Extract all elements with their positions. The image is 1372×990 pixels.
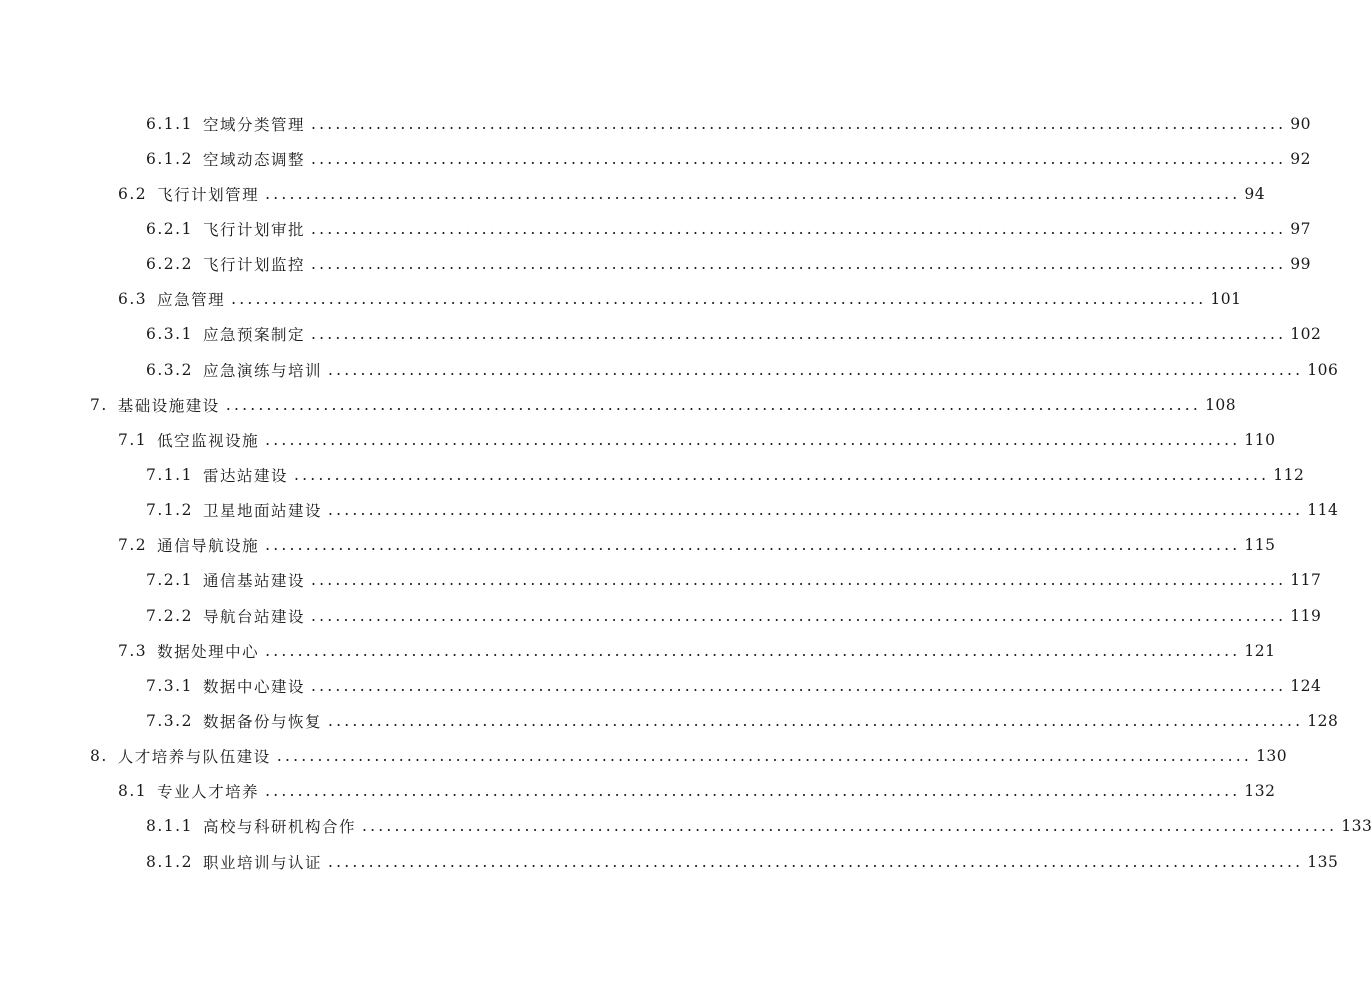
toc-dot-leader: ........................................................................................................................ [310, 325, 1287, 344]
toc-entry-number: 7.2 [118, 536, 148, 555]
toc-entry[interactable] [0, 598, 1322, 633]
toc-entry-page: 135 [1307, 852, 1339, 871]
toc-entry-number: 7.2.1 [146, 571, 193, 590]
toc-dot-leader: ........................................................................................................................ [327, 711, 1304, 730]
toc-entry-page: 90 [1290, 114, 1311, 133]
toc-dot-leader: ........................................................................................................................ [265, 184, 1241, 203]
toc-entry-title: 空域动态调整 [202, 150, 305, 169]
toc-dot-leader: ........................................................................................................................ [276, 747, 1253, 766]
toc-entry-number: 7.1.2 [146, 501, 193, 520]
toc-entry-title: 卫星地面站建设 [202, 502, 322, 521]
toc-entry-title: 空域分类管理 [202, 115, 305, 134]
toc-entry-number: 6.3.1 [146, 325, 193, 344]
toc-entry[interactable] [0, 141, 1311, 176]
toc-entry-title: 数据中心建设 [202, 677, 305, 696]
toc-entry[interactable] [0, 493, 1339, 528]
toc-dot-leader: ........................................................................................................................ [310, 219, 1287, 238]
toc-entry-page: 121 [1244, 641, 1276, 660]
toc-entry-title: 职业培训与认证 [202, 853, 322, 872]
toc-entry-page: 97 [1290, 219, 1311, 238]
toc-dot-leader: ........................................................................................................................ [310, 606, 1287, 625]
toc-entry-number: 6.3 [118, 290, 148, 309]
toc-dot-leader: ........................................................................................................................ [310, 149, 1287, 168]
toc-entry[interactable] [0, 317, 1322, 352]
toc-entry-page: 115 [1244, 536, 1276, 555]
toc-entry-title: 应急演练与培训 [202, 361, 322, 380]
toc-entry[interactable] [0, 176, 1266, 211]
toc-entry-number: 6.2.2 [146, 255, 193, 274]
toc-entry[interactable] [0, 528, 1276, 563]
toc-entry-page: 99 [1290, 255, 1311, 274]
toc-entry-number: 8. [90, 747, 108, 766]
toc-entry-page: 128 [1307, 711, 1339, 730]
toc-entry-number: 7.1.1 [146, 465, 193, 484]
toc-entry[interactable] [0, 844, 1339, 879]
toc-entry-title: 通信导航设施 [157, 537, 260, 556]
toc-dot-leader: ........................................................................................................................ [361, 817, 1338, 836]
toc-entry[interactable] [0, 211, 1311, 246]
toc-entry-title: 飞行计划管理 [157, 185, 260, 204]
toc-entry-page: 112 [1273, 465, 1305, 484]
toc-entry-title: 高校与科研机构合作 [202, 818, 356, 837]
toc-entry-title: 通信基站建设 [202, 572, 305, 591]
toc-entry-number: 6.1.1 [146, 114, 193, 133]
toc-entry-page: 102 [1290, 325, 1322, 344]
toc-dot-leader: ........................................................................................................................ [293, 465, 1270, 484]
toc-dot-leader: ........................................................................................................................ [225, 395, 1202, 414]
toc-entry-page: 124 [1290, 676, 1322, 695]
toc-entry-title: 雷达站建设 [202, 466, 288, 485]
toc-entry-number: 6.3.2 [146, 360, 193, 379]
toc-entry-title: 导航台站建设 [202, 607, 305, 626]
toc-entry[interactable] [0, 563, 1322, 598]
toc-entry-page: 110 [1244, 430, 1276, 449]
toc-entry[interactable] [0, 774, 1276, 809]
toc-dot-leader: ........................................................................................................................ [327, 360, 1304, 379]
table-of-contents [0, 106, 1372, 879]
toc-entry-number: 6.2.1 [146, 219, 193, 238]
toc-entry[interactable] [0, 809, 1372, 844]
toc-entry-title: 应急预案制定 [202, 326, 305, 345]
toc-entry-number: 7.3.2 [146, 711, 193, 730]
toc-entry-title: 低空监视设施 [157, 431, 260, 450]
toc-entry-title: 数据备份与恢复 [202, 712, 322, 731]
toc-entry-number: 8.1 [118, 782, 148, 801]
toc-entry[interactable] [0, 739, 1288, 774]
toc-entry-page: 106 [1307, 360, 1339, 379]
toc-entry-number: 7.3.1 [146, 676, 193, 695]
toc-dot-leader: ........................................................................................................................ [310, 676, 1287, 695]
toc-entry-title: 飞行计划审批 [202, 220, 305, 239]
toc-entry-page: 108 [1205, 395, 1237, 414]
toc-entry[interactable] [0, 106, 1311, 141]
toc-dot-leader: ........................................................................................................................ [231, 290, 1207, 309]
toc-entry-number: 8.1.1 [146, 817, 193, 836]
toc-entry-title: 基础设施建设 [117, 396, 220, 415]
toc-entry[interactable] [0, 703, 1339, 738]
toc-entry-number: 7.1 [118, 430, 148, 449]
toc-dot-leader: ........................................................................................................................ [310, 571, 1287, 590]
toc-entry-title: 专业人才培养 [157, 783, 260, 802]
toc-entry-title: 应急管理 [157, 291, 226, 310]
toc-entry[interactable] [0, 282, 1242, 317]
toc-entry[interactable] [0, 352, 1339, 387]
toc-dot-leader: ........................................................................................................................ [265, 430, 1241, 449]
toc-entry-page: 92 [1290, 149, 1311, 168]
toc-entry[interactable] [0, 668, 1322, 703]
toc-entry[interactable] [0, 247, 1311, 282]
toc-entry-number: 7. [90, 395, 108, 414]
toc-entry-page: 101 [1210, 290, 1242, 309]
toc-entry-title: 数据处理中心 [157, 642, 260, 661]
toc-entry-number: 7.2.2 [146, 606, 193, 625]
toc-dot-leader: ........................................................................................................................ [265, 641, 1241, 660]
toc-entry-title: 飞行计划监控 [202, 256, 305, 275]
toc-entry[interactable] [0, 633, 1276, 668]
toc-dot-leader: ........................................................................................................................ [327, 852, 1304, 871]
toc-entry-title: 人才培养与队伍建设 [117, 748, 271, 767]
toc-entry[interactable] [0, 457, 1305, 492]
toc-dot-leader: ........................................................................................................................ [310, 255, 1287, 274]
toc-entry-number: 8.1.2 [146, 852, 193, 871]
toc-entry-page: 133 [1341, 817, 1372, 836]
toc-entry-number: 6.2 [118, 184, 148, 203]
toc-entry-page: 94 [1244, 184, 1266, 203]
toc-entry-page: 119 [1290, 606, 1322, 625]
toc-entry-page: 117 [1290, 571, 1322, 590]
toc-dot-leader: ........................................................................................................................ [265, 782, 1241, 801]
toc-entry-page: 114 [1307, 501, 1339, 520]
toc-dot-leader: ........................................................................................................................ [327, 501, 1304, 520]
toc-entry-number: 7.3 [118, 641, 148, 660]
toc-dot-leader: ........................................................................................................................ [310, 114, 1287, 133]
toc-entry-page: 130 [1256, 747, 1288, 766]
toc-entry[interactable] [0, 422, 1276, 457]
toc-dot-leader: ........................................................................................................................ [265, 536, 1241, 555]
toc-entry-number: 6.1.2 [146, 149, 193, 168]
toc-entry[interactable] [0, 387, 1237, 422]
toc-entry-page: 132 [1244, 782, 1276, 801]
